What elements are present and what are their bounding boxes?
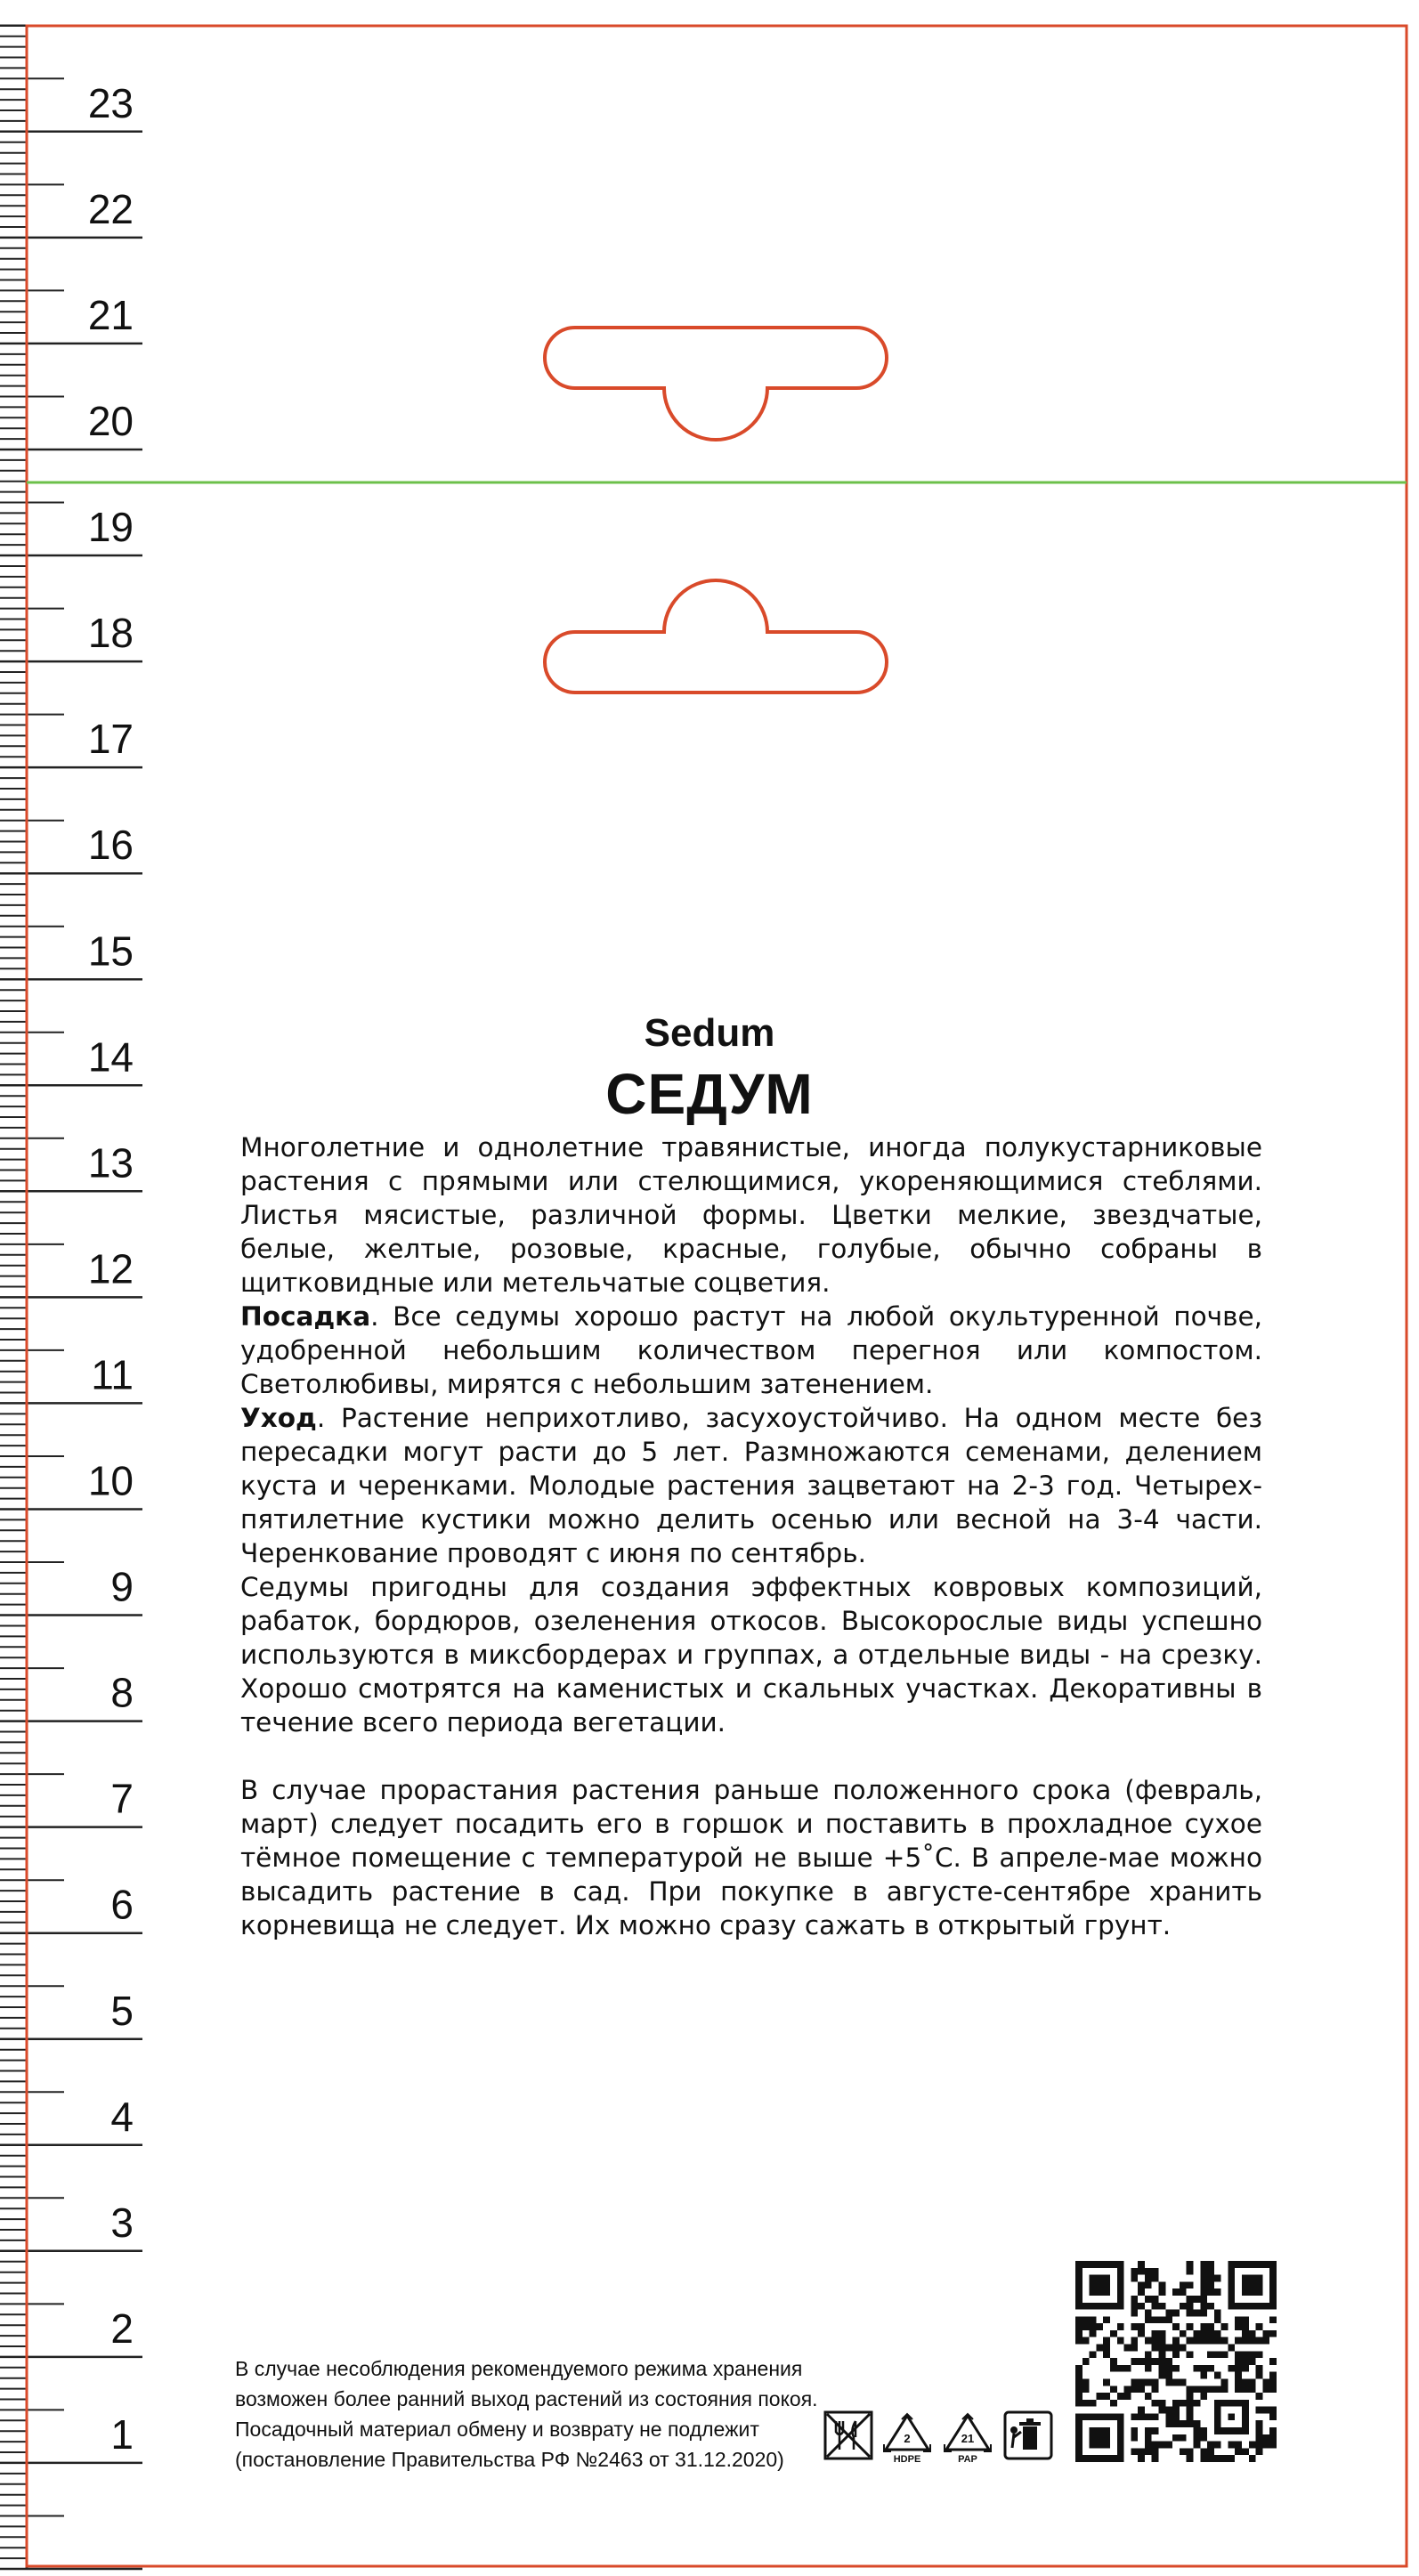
pap-number: 21 <box>961 2432 975 2445</box>
description-usage: Седумы пригодны для создания эффектных ковровых композиций, рабаток, бордюров, озеленения откосов. Высокорослые виды успешно используются в миксбордерах и группах, а отдельные виды - на срезку. Хорошо смотрятся на каменистых и скальных участках. Декоративны в течение всего периода вегетации. <box>240 1572 1262 1738</box>
ruler-label: 3 <box>110 2199 134 2246</box>
ruler-label: 20 <box>87 398 134 444</box>
footnote-line-2: возможен более ранний выход растений из состояния покоя. <box>235 2387 818 2410</box>
recycle-pap-icon <box>945 2414 991 2465</box>
product-latin-name: Sedum <box>644 1011 775 1055</box>
ruler-label: 17 <box>87 716 134 763</box>
ruler-label: 22 <box>87 185 134 232</box>
ruler-label: 23 <box>87 79 134 126</box>
ruler-label: 1 <box>110 2410 134 2458</box>
storage-footnote <box>235 2353 840 2475</box>
product-name: СЕДУМ <box>605 1062 814 1126</box>
ruler-label: 21 <box>87 292 134 338</box>
ruler-label: 8 <box>110 1669 134 1716</box>
ruler-label: 14 <box>87 1033 134 1081</box>
care-label: Уход <box>240 1403 317 1433</box>
no-food-contact-icon <box>825 2412 872 2459</box>
ruler-label: 5 <box>110 1987 134 2034</box>
ruler-label: 7 <box>110 1775 134 1822</box>
description-planting <box>240 1300 1262 1401</box>
packaging-marks <box>823 2409 1055 2466</box>
description-care <box>240 1401 1262 1570</box>
footnote-line-1: В случае несоблюдения рекомендуемого режима хранения <box>235 2357 803 2380</box>
ruler-label: 16 <box>87 822 134 869</box>
description-intro: Многолетние и однолетние травянистые, иногда полукустарниковые растения с прямыми или стелющимися, укореняющимися стеблями. Листья мясистые, различной формы. Цветки мелкие, звездчатые, белые, желтые, розовые, красные, голубые, обычно собраны в щитковидные или метельчатые соцветия. <box>240 1132 1262 1298</box>
hang-hole-lower <box>545 580 887 693</box>
ruler-label: 6 <box>110 1881 134 1928</box>
hdpe-code: HDPE <box>893 2454 921 2465</box>
ruler-label: 18 <box>87 610 134 657</box>
ruler-label: 12 <box>87 1245 134 1292</box>
paragraph-gap <box>240 1739 1262 1773</box>
ruler-label: 15 <box>87 928 134 975</box>
trash-bin-icon <box>1005 2412 1051 2459</box>
planting-text: . Все седумы хорошо растут на любой окультуренной почве, удобренной небольшим количеством перегноя или компостом. Светолюбивы, мирятся с небольшим затенением. <box>240 1301 1262 1399</box>
ruler-label: 2 <box>110 2305 134 2352</box>
ruler-labels <box>88 80 134 2458</box>
ruler-label: 4 <box>110 2093 134 2140</box>
ruler-label: 11 <box>91 1351 134 1398</box>
ruler-label: 19 <box>87 504 134 551</box>
pap-code: PAP <box>958 2454 977 2465</box>
ruler-label: 9 <box>110 1563 134 1610</box>
care-text: . Растение неприхотливо, засухоустойчиво. На одном месте без пересадки могут расти до 5 лет. Размножаются семенами, делением куста и черенками. Молодые растения зацветают на 2-3 год. Четырех-пятилетние кустики можно делить осенью или весной на 3-4 части. Черенкование проводят с июня по сентябрь. <box>240 1403 1262 1568</box>
description-text <box>240 1130 1262 1942</box>
description-storage: В случае прорастания растения раньше положенного срока (февраль, март) следует посадить его в горшок и поставить в прохладное сухое тёмное помещение с температурой не выше +5˚С. В апреле-мае можно высадить растение в сад. При покупке в августе-сентябре хранить корневища не следует. Их можно сразу сажать в открытый грунт. <box>240 1775 1262 1940</box>
footnote-line-4: (постановление Правительства РФ №2463 от 31.12.2020) <box>235 2448 784 2471</box>
recycle-hdpe-icon <box>884 2414 930 2465</box>
ruler-label: 10 <box>87 1457 134 1504</box>
ruler-label: 13 <box>87 1139 134 1187</box>
planting-label: Посадка <box>240 1301 371 1332</box>
footnote-line-3: Посадочный материал обмену и возврату не подлежит <box>235 2418 759 2441</box>
hdpe-number: 2 <box>904 2432 911 2445</box>
qr-code <box>1075 2261 1277 2462</box>
hang-hole-upper <box>545 328 887 440</box>
